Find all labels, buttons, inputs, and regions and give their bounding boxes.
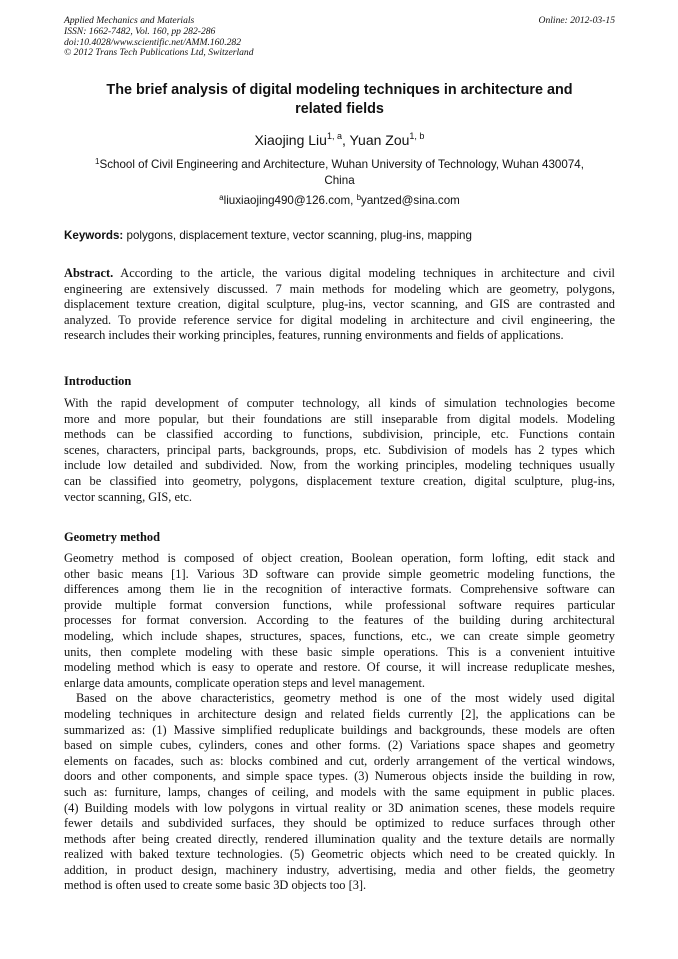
author-list bbox=[64, 131, 615, 149]
geometry-method-heading: Geometry method bbox=[64, 530, 160, 544]
journal-name: Applied Mechanics and Materials bbox=[64, 15, 195, 26]
body-line: modeling techniques in architecture design and related fields currently [2], the applications can be bbox=[64, 706, 615, 721]
online-date: Online: 2012-03-15 bbox=[538, 15, 615, 26]
body-line: differences among them lie in the recognition of interactive formats. Comprehensive software can bbox=[64, 582, 615, 597]
body-line: realized with baked texture technologies. (5) Geometric objects which need to be created quickly. In bbox=[64, 847, 615, 862]
body-line: can be classified into geometry, polygons, displacement texture creation, digital sculpture, plug-ins, bbox=[64, 473, 615, 488]
body-line: summarized as: (1) Massive simplified reduplicate buildings and backgrounds, these models are often bbox=[64, 722, 615, 737]
affiliation-line-1: School of Civil Engineering and Architecture, Wuhan University of Technology, Wuhan 430074, bbox=[99, 158, 584, 171]
doi-line: doi:10.4028/www.scientific.net/AMM.160.282 bbox=[64, 36, 242, 48]
body-line: modeling, which include shapes, structures, spaces, functions, etc., we can create simple geometry bbox=[64, 628, 615, 643]
affiliation bbox=[64, 157, 615, 188]
body-line: other basic means [1]. Various 3D software can provide simple geometric modeling functions, the bbox=[64, 566, 615, 581]
body-line: With the rapid development of computer technology, all kinds of simulation technologies become bbox=[64, 396, 615, 410]
author-emails bbox=[64, 193, 615, 208]
keywords bbox=[64, 228, 615, 243]
introduction-paragraph bbox=[64, 396, 615, 505]
keywords-label: Keywords: bbox=[64, 229, 124, 242]
email-b: yantzed@sina.com bbox=[361, 194, 460, 207]
abstract-line: engineering are extensively discussed. 7 main methods for modeling which are geometry, polygons, bbox=[64, 281, 615, 296]
geometry-paragraph-1 bbox=[64, 551, 615, 894]
body-line: methods after being created directly, rendered illumination quality and the texture details are normally bbox=[64, 831, 615, 846]
issn-line: ISSN: 1662-7482, Vol. 160, pp 282-286 bbox=[64, 25, 216, 37]
body-line: modeling method which is easy to operate and restore. Of course, it will increase reduplicate meshes, bbox=[64, 660, 615, 675]
affiliation-line-2: China bbox=[324, 173, 355, 187]
body-line: provide multiple format conversion functions, while professional software requires particular bbox=[64, 597, 615, 612]
body-line: units, then complete modeling with these basic simple operations. This is a convenient intuitive bbox=[64, 644, 615, 659]
author-2-name: Yuan Zou bbox=[349, 132, 410, 148]
affiliation-mark: 1 bbox=[95, 157, 100, 166]
abstract-paragraph bbox=[64, 266, 615, 344]
email-a-mark: a bbox=[219, 193, 224, 202]
abstract-label: Abstract. bbox=[64, 266, 114, 280]
body-line: processes for format conversion. According to the features of the building during architectural bbox=[64, 613, 615, 628]
body-line: enlarge data amounts, complicate operation steps and level management. bbox=[64, 675, 426, 690]
abstract-line: research includes their working principles, features, running environments and fields of applications. bbox=[64, 328, 564, 343]
title-line-2: related fields bbox=[295, 101, 384, 117]
body-line: Based on the above characteristics, geometry method is one of the most widely used digital bbox=[76, 691, 615, 706]
body-line: vector scanning, GIS, etc. bbox=[64, 489, 192, 504]
title-line-1: The brief analysis of digital modeling techniques in architecture and bbox=[106, 82, 573, 98]
body-line: based on simple cubes, cylinders, cones and other forms. (2) Variations space shapes and geometry bbox=[64, 738, 615, 753]
author-2-affil-mark: 1, b bbox=[409, 131, 425, 141]
author-1-name: Xiaojing Liu bbox=[254, 132, 327, 148]
body-line: Geometry method is composed of object creation, Boolean operation, form lofting, edit stack and bbox=[64, 551, 615, 565]
author-1-affil-mark: 1, a bbox=[326, 131, 342, 141]
body-line: addition, in product design, machinery industry, advertising, media and other fields, the geometry bbox=[64, 862, 615, 877]
body-line: elements on facades, such as: blocks combined and cut, orderly arrangement of the vertical windows, bbox=[64, 753, 615, 768]
keywords-text: polygons, displacement texture, vector scanning, plug-ins, mapping bbox=[123, 229, 472, 242]
body-line: fewer details and subdivided surfaces, they should be optimized to reduce surfaces through other bbox=[64, 816, 615, 831]
body-line: method is often used to create some basic 3D objects too [3]. bbox=[64, 878, 367, 893]
body-line: doors and other components, and simple space types. (3) Numerous objects inside the building in row, bbox=[64, 769, 615, 784]
introduction-heading: Introduction bbox=[64, 374, 132, 388]
paper-title bbox=[64, 81, 615, 119]
email-a: liuxiaojing490@126.com, bbox=[223, 194, 357, 207]
body-line: scenes, characters, principal parts, backgrounds, props, etc. Subdivision of models has 2 types which bbox=[64, 442, 615, 457]
journal-header bbox=[64, 16, 615, 59]
abstract-line: Abstract. According to the article, the various digital modeling techniques in architecture and civil bbox=[64, 266, 615, 280]
abstract-line: analyzed. To provide reference service for digital modeling in architecture and civil engineering, the bbox=[64, 312, 615, 327]
body-line: include low detailed and subdivided. Now, from the working principles, modeling techniques usually bbox=[64, 458, 615, 473]
author-separator: , bbox=[341, 132, 350, 148]
copyright-line: © 2012 Trans Tech Publications Ltd, Switzerland bbox=[64, 47, 254, 59]
email-b-mark: b bbox=[356, 193, 362, 202]
body-line: methods can be classified according to functions, subdivision, principle, etc. Functions contain bbox=[64, 427, 615, 442]
abstract-line: displacement texture creation, digital sculpture, plug-ins, vector scanning, and GIS are contrasted and bbox=[64, 297, 615, 312]
body-line: (4) Building models with low polygons in virtual reality or 3D animation scenes, these models require bbox=[64, 800, 615, 815]
body-line: more and more popular, but their foundations are still inseparable from digital models. Modeling bbox=[64, 411, 615, 426]
body-line: such as: furniture, lamps, changes of ceiling, and models with the same equipment in public places. bbox=[64, 784, 615, 799]
